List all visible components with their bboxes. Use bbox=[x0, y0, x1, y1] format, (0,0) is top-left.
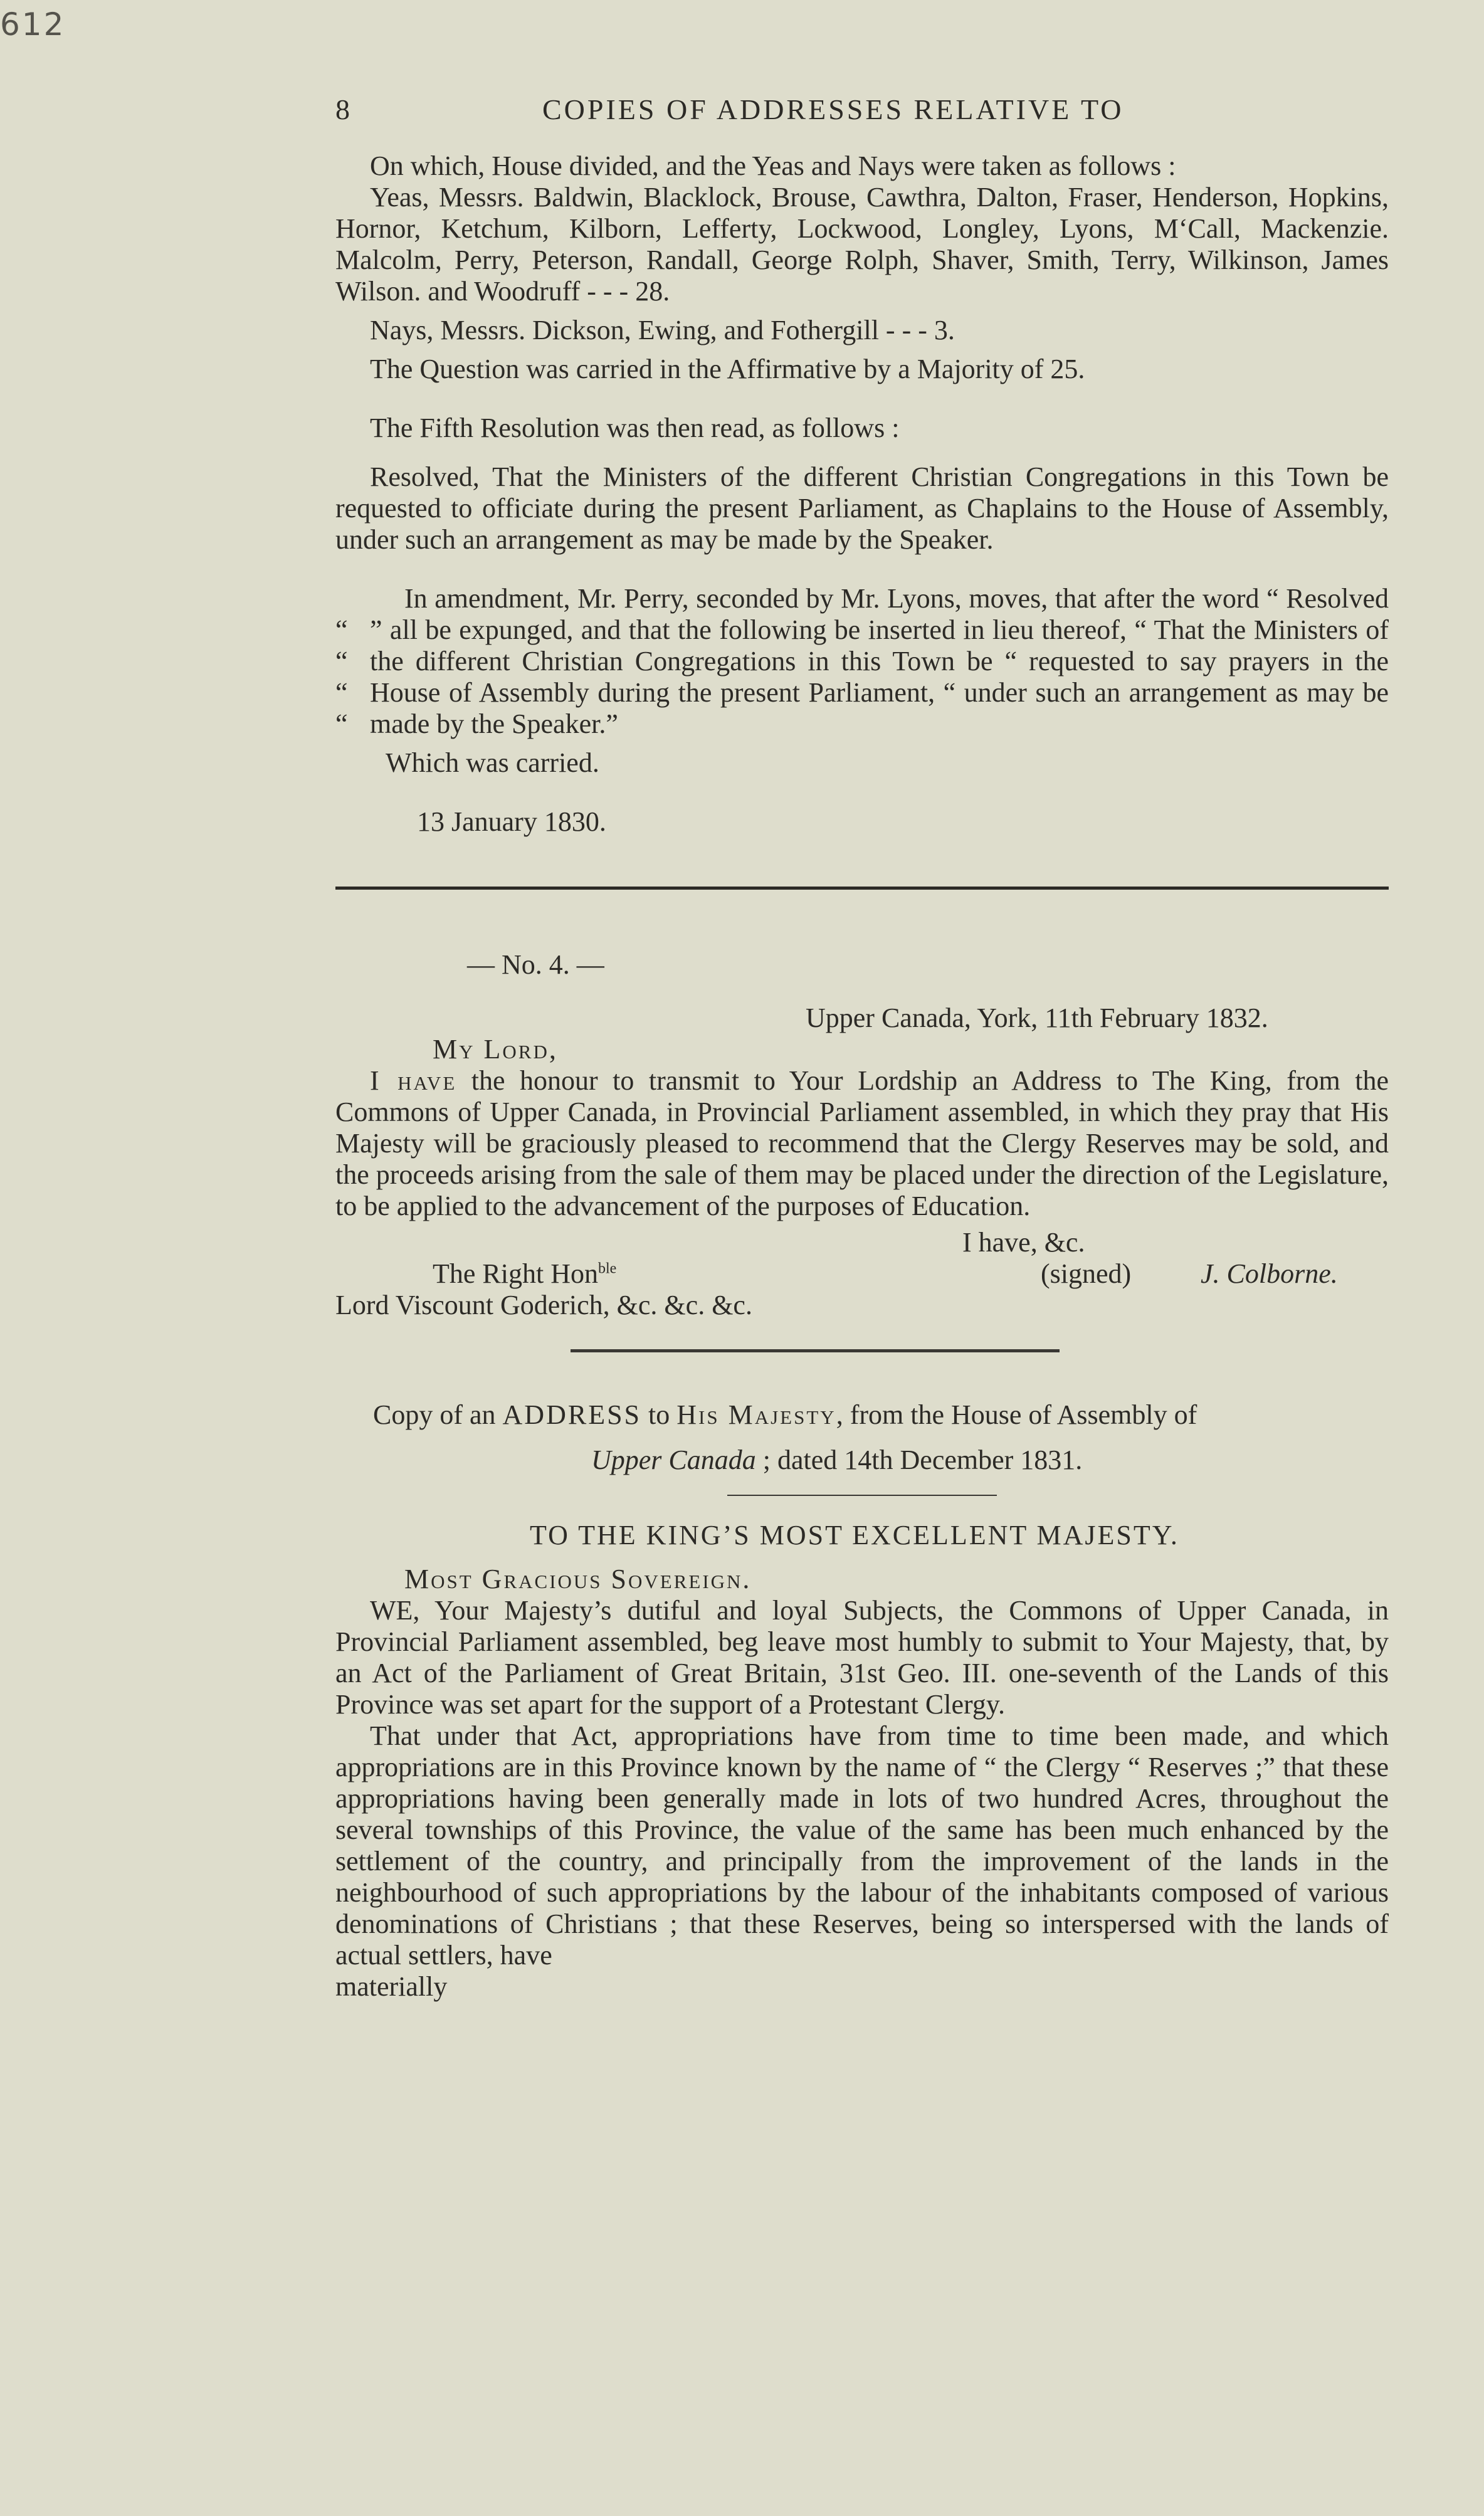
heading-from-house: , from the House of Assembly of bbox=[836, 1399, 1197, 1430]
amendment-text: In amendment, Mr. Perry, seconded by Mr. Lyons, moves, that after the word “ Resolved ” all be expunged, and that the following be inserted in lieu thereof, “ That the Ministers of the different Christian Congregations in this Town be “ requested to say prayers in the House of Assembly during the present Parliament, “ under such an arrangement as may be made by the Speaker.” bbox=[370, 583, 1389, 739]
addressee-superscript: ble bbox=[597, 1260, 617, 1277]
division-result: The Question was carried in the Affirmative by a Majority of 25. bbox=[370, 354, 1085, 384]
fifth-resolution-text: Resolved, That the Ministers of the different Christian Congregations in this Town be requested to officiate during the present Parliament, as Chaplains to the House of Assembly, under such an arrangement as may be made by the Speaker. bbox=[335, 461, 1389, 555]
scan-page-number: 612 bbox=[0, 6, 66, 43]
letter-opening-words: I have bbox=[370, 1065, 457, 1096]
amendment-section bbox=[335, 583, 1389, 838]
address-section bbox=[335, 1399, 1389, 2003]
letter-closing: I have, &c. bbox=[962, 1227, 1085, 1258]
division-intro: On which, House divided, and the Yeas and Nays were taken as follows : bbox=[370, 150, 1176, 181]
letter-section bbox=[335, 949, 1389, 1321]
running-title: COPIES OF ADDRESSES RELATIVE TO bbox=[542, 93, 1124, 125]
address-paragraph-2: That under that Act, appropriations have from time to time been made, and which appropriations are in this Province known by the name of “ the Clergy “ Reserves ;” that these appropriations having been generally made in lots of two hundred Acres, throughout the several townships of this Province, the value of the same has been much enhanced by the settlement of the country, and principally from the improvement of the lands in the neighbourhood of such appropriations by the labour of the inhabitants composed of various denominations of Christians ; that these Reserves, being so interspersed with the lands of actual settlers, have bbox=[335, 1720, 1389, 1971]
letter-salutation: My Lord, bbox=[433, 1034, 558, 1065]
heading-divider bbox=[727, 1495, 997, 1496]
heading-dated: ; dated 14th December 1831. bbox=[755, 1445, 1083, 1475]
division-section bbox=[335, 150, 1389, 385]
heading-his-majesty: His Majesty bbox=[676, 1399, 836, 1430]
amendment-block bbox=[335, 583, 1389, 740]
letter-divider bbox=[571, 1349, 1060, 1352]
address-paragraph-1: WE, Your Majesty’s dutiful and loyal Subjects, the Commons of Upper Canada, in Provincial Parliament assembled, beg leave most humbly to submit to Your Majesty, that, by an Act of the Parliament of Great Britain, 31st Geo. III. one-seventh of the Lands of this Province was set apart for the support of a Protestant Clergy. bbox=[335, 1595, 1389, 1720]
fifth-resolution-section bbox=[335, 413, 1389, 555]
heading-copy-of: Copy of an bbox=[373, 1399, 503, 1430]
quote-mark: “ bbox=[335, 708, 348, 739]
signature: J. Colborne. bbox=[1201, 1258, 1338, 1289]
fifth-resolution-intro: The Fifth Resolution was then read, as follows : bbox=[370, 413, 900, 443]
catchword: materially bbox=[335, 1971, 448, 2002]
letter-dateline: Upper Canada, York, 11th February 1832. bbox=[806, 1003, 1268, 1033]
address-salutation: Most Gracious Sovereign. bbox=[404, 1564, 752, 1594]
signature-row bbox=[335, 1258, 1389, 1290]
address-heading-line-2 bbox=[335, 1445, 1389, 1476]
heading-address-word: ADDRESS bbox=[502, 1399, 642, 1430]
quote-mark: “ bbox=[335, 646, 348, 676]
page-header bbox=[335, 88, 1389, 138]
quote-mark: “ bbox=[335, 614, 348, 645]
letter-number: — No. 4. — bbox=[467, 949, 604, 980]
addressee-line-1: The Right Hon bbox=[433, 1258, 598, 1289]
quote-mark: “ bbox=[335, 677, 348, 708]
nays-list: Nays, Messrs. Dickson, Ewing, and Fothergill - - - 3. bbox=[370, 315, 955, 345]
page-number: 8 bbox=[335, 93, 350, 125]
section-divider bbox=[335, 887, 1389, 890]
document-page bbox=[335, 88, 1389, 2003]
signed-label: (signed) bbox=[1041, 1258, 1132, 1289]
heading-to: to bbox=[641, 1399, 677, 1430]
quote-marks-column bbox=[335, 614, 360, 740]
resolution-date: 13 January 1830. bbox=[417, 806, 606, 837]
address-title: TO THE KING’S MOST EXCELLENT MAJESTY. bbox=[530, 1520, 1179, 1550]
letter-body: the honour to transmit to Your Lordship an Address to The King, from the Commons of Upper Canada, in Provincial Parliament assembled, in which they pray that His Majesty will be graciously pleased to recommend that the Clergy Reserves may be sold, and the proceeds arising from the sale of them may be placed under the direction of the Legislature, to be applied to the advancement of the purposes of Education. bbox=[335, 1065, 1389, 1221]
yeas-list: Yeas, Messrs. Baldwin, Blacklock, Brouse, Cawthra, Dalton, Fraser, Henderson, Hopkins, Hornor, Ketchum, Kilborn, Lefferty, Lockwood, Longley, Lyons, M‘Call, Mackenzie. Malcolm, Perry, Peterson, Randall, George Rolph, Shaver, Smith, Terry, Wilkinson, James Wilson. and Woodruff - - - 28. bbox=[335, 182, 1389, 307]
addressee-line-2: Lord Viscount Goderich, &c. &c. &c. bbox=[335, 1290, 752, 1320]
heading-upper-canada: Upper Canada bbox=[591, 1445, 756, 1475]
amendment-outcome: Which was carried. bbox=[386, 747, 599, 778]
address-heading-line-1 bbox=[335, 1399, 1389, 1431]
